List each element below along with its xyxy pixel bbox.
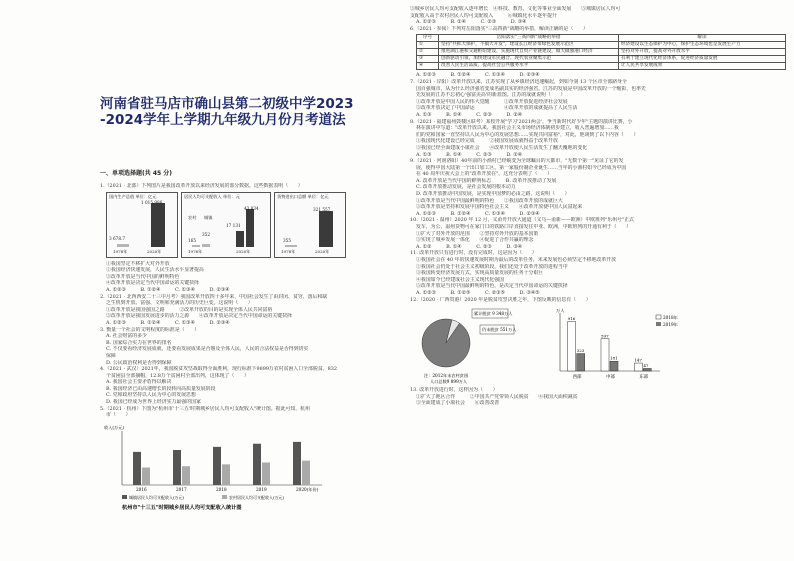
pov-bar-西部-2018年 xyxy=(568,322,576,371)
q6-row3-measure: 创新驱动引领，加快建设军民融合、现代农业聚集示范 xyxy=(439,56,619,63)
trade-year-1978: 1978年 xyxy=(281,248,296,254)
q4-option-d: D. 我国已经成为世界上经济实力最强的国家 xyxy=(106,399,201,406)
q10-choices: A. ①② B. ①④ C. ②③ D. ③④ xyxy=(416,243,522,250)
hz-unit-label: 收入(万元) xyxy=(104,424,125,430)
q10-options-a: ①扩大了对外开放的范围 ②坚持对外开放的基本国策 xyxy=(416,230,539,237)
q11-option-5: ⑤改革开放是当代中国最鲜明的特色，是决定当代中国命运的关键抉择 xyxy=(416,283,568,290)
question-11: 11. 改革开放只有进行时，没有完成时，这是因为（ ） xyxy=(410,250,537,257)
question-7-line3: 先发展的江苏不忘初心'强富美高'的新蓝图。江苏的成就说明（ ） xyxy=(416,92,566,99)
q6-row1-no: ① xyxy=(417,42,439,49)
hz-bar-2017-urban xyxy=(173,450,181,485)
q6-row4-note: 让人民共享发展成果 xyxy=(619,63,786,70)
q11-option-4: ④我国如今已经建成社会主义现代化强国 xyxy=(416,276,505,283)
page-title-line1: 河南省驻马店市确山县第二初级中学2023 xyxy=(100,96,354,112)
q9-choices: A. ①②③ B. ①②④ C. ①③④ D. ②③④ xyxy=(416,210,540,217)
hz-tick-2016: 2016 xyxy=(136,486,147,492)
hz-bar-2018-urban xyxy=(213,447,221,485)
q9-line5: C. 改革开放推动发展，是社会发展的根本动力 xyxy=(416,184,516,191)
income-bar-rural-2020 xyxy=(236,231,244,247)
question-12: 12.（2020 · 广西贵港）2020 年是脱贫攻坚决胜之年，下图反映的信息有（ ） xyxy=(410,296,591,303)
trade-caption: 货物进出口总额 单位：亿元 xyxy=(277,193,329,199)
question-2-line2: 乏生机到开放、富强、文明和充满活力的历史巨变。这说明（ ） xyxy=(106,300,253,307)
question-6: 6.（2021 · 参阅）下列对岳阳落实"三高四新"战略的举措，解读正确的是（ ） xyxy=(410,25,588,32)
q6-row1-measure: 坚持"共抓大保护，不搞大开发"，建设长江经济带绿色发展示范区 xyxy=(439,42,619,49)
hz-bar-2020-urban xyxy=(293,442,301,485)
q7-options-b: ③改革开放决定了中国命运 ④改革开放的成就提高了人民生活 xyxy=(416,105,578,112)
q4-option-a: A. 我国社会主要矛盾得以解决 xyxy=(106,379,172,386)
q9-options-b: ③改革开放是坚持和发展中国特色社会主义 ④改革开放使中国人民富起来 xyxy=(416,204,583,211)
q1-choices: A. ①②③ B. ①②④ C. ①③④ D. ②③④ xyxy=(106,286,230,293)
income-year-2020: 2020年 xyxy=(236,248,251,254)
q6-row4-no: ④ xyxy=(417,63,439,70)
right-column xyxy=(400,0,794,561)
hz-chart-caption: 杭州市"十三五"时期城乡居民人均可支配收入统计图 xyxy=(122,504,242,511)
income-figure xyxy=(181,192,271,258)
q11-choices: A. ①②③ B. ①②⑤ C. ②③⑤ D. ③④⑤ xyxy=(416,289,540,296)
hz-legend-rural: 农村居民人均可支配收入(万元) xyxy=(229,494,285,500)
q6-row4-measure: 改善人民生活品质，提高社会公共服务水平 xyxy=(439,63,619,70)
gdp-year-1978: 1978年 xyxy=(113,248,128,254)
q13-options-b: ③全面建成了小康社会 ⑥改善改善 xyxy=(416,400,500,407)
q3-option-c: C. 不仅要看经济发展成就，还要看发展成果是否惠及全体人民，人民的合法权益是否得到切实 xyxy=(106,346,309,353)
hz-legend-swatch-urban xyxy=(122,495,127,499)
pov-legend-2019: 2019年 xyxy=(663,322,678,328)
q6-table-header-no: 序号 xyxy=(417,35,439,42)
pov-value-西部-2019年: 323 xyxy=(576,348,585,354)
trade-value-1978: 355 xyxy=(283,237,291,243)
q2-choices: A. ①②③ B. ①②④ C. ①③④ D. ②③④ xyxy=(106,319,230,326)
question-5-line2: 市（ ） xyxy=(106,412,131,419)
gdp-value-1978: 3 678.7 xyxy=(109,235,125,241)
q1-option-4: ④改革开放是决定当代中国命运的关键抉择 xyxy=(106,280,199,287)
question-5: 5.（2021 · 杭州）下图为"杭州市'十三五'时期城乡居民人均可支配收入"统计图。据此可知，杭州 xyxy=(100,405,310,412)
income-value-rural-1978: 165 xyxy=(188,237,196,243)
question-9-line3: 在 40 周年庆祝大会上的"改革开放在"，这充分表明了（ ） xyxy=(416,171,553,178)
question-4: 4.（2021 · 武汉）2021年，我国脱贫攻坚战取得全面胜利，现行标准下9899万农村贫困人口全部脱贫，832 xyxy=(100,366,337,373)
gdp-bar-1978 xyxy=(117,244,129,247)
trade-bar-1978 xyxy=(285,245,297,247)
q6-row2-note: 坚持对外开放，提高对外开放水平 xyxy=(619,49,786,56)
q9-line6: D. 改革开放推动中国发展，是实现中国梦的必由之路，这说明（ ） xyxy=(416,191,570,198)
hangzhou-income-chart xyxy=(100,421,392,521)
q6-row3-no: ③ xyxy=(417,56,439,63)
pov-value-中部-2019年: 181 xyxy=(610,355,618,361)
income-value-rural: 17 131 xyxy=(226,222,241,228)
q5-options-cont-1: ③城乡居民人均可支配收入逐年增长 ④科技、教育、文化等事业全面发展 ⑤城镇居民人均可 xyxy=(410,6,621,12)
q12-figures xyxy=(416,305,786,385)
question-9: 9.（2021 · 河南洛阳）40年前的小渔村已经蜕变为全球瞩目的大都市，"无数个第一"见证了它的发 xyxy=(410,158,624,165)
q7-choices: A. ①③ B. ①④ C. ②③ D. ②④ xyxy=(416,111,522,118)
question-7: 7.（2021 · 岸阳）改革开放以来，江苏实现了从乡镇经济迅速崛起，到如今第 13 个区市全部跻身全 xyxy=(410,78,627,85)
q6-row2-measure: 推进湖江港和交通枢纽建设，实施现代自贸产业链建设，做大做强港口经济 xyxy=(439,49,619,56)
question-13: 13. 改革开放进行时，这样因为（ ） xyxy=(410,387,498,394)
q6-table-header-note: 解读 xyxy=(619,35,786,42)
q4-option-b: B. 我国经济已由高速增长阶段转向高质量发展阶段 xyxy=(106,385,216,392)
question-8-line3: 们的党和国家一直坚持以人民为中心的发展思想……实现共同富裕"，对此，他谈到了以下内容（ ） xyxy=(416,131,639,138)
page-title-line2: -2024学年上学期九年级九月份月考道法 xyxy=(100,112,346,128)
hz-bar-2020-rural xyxy=(302,460,310,484)
question-3: 3. 衡量一个社会的文明程度的标准是（ ） xyxy=(100,326,200,333)
hz-legend-swatch-rural xyxy=(222,495,227,499)
pov-value-东部-2019年: 47 xyxy=(643,363,649,369)
question-10-line2: 发车，为公，温州货物可在家门口的铁路口岸直接发往中亚、欧洲，中欧班列的开通有利于（ ） xyxy=(416,224,632,231)
pov-legend-swatch-2018 xyxy=(656,315,661,319)
q8-choices: A. ①③ B. ①④ C. ②③ D. ②④ xyxy=(416,151,522,158)
pov-unit-label: 万人 xyxy=(556,308,565,314)
q7-options-a: ①改革开放是中国人民的伟大觉醒 ②改革开放促进经济社会发展 xyxy=(416,98,568,105)
q8-options-a: ①我国现代化建设已经完成 ②我国发展成就得益于改革开放 xyxy=(416,138,558,145)
poverty-bar-chart xyxy=(544,305,694,385)
question-2: 2.（2021 · 北西西安二十三中月考）我国改革开放四十多年来，中国社会发生了由封闭、贫穷、落后和缺 xyxy=(100,293,328,300)
q5-options-cont-2: 支配收入高于农村居民人均可支配收入 ⑥城镇化水平逐年提升 xyxy=(410,12,557,19)
income-bar-urban-2020 xyxy=(246,209,254,247)
pov-bar-中部-2018年 xyxy=(601,339,609,371)
pie-label-a: 累计脱贫 9 348万人 xyxy=(474,311,513,317)
hz-tick-2019: 2019 xyxy=(256,486,267,492)
pov-value-中部-2018年: 597 xyxy=(601,333,609,339)
hz-bar-2016-urban xyxy=(133,452,141,485)
trade-year-2020: 2020年 xyxy=(315,248,330,254)
income-label-rural: 农村 xyxy=(188,214,197,220)
question-8-line2: 林在演讲中写道："改革开放以来，我国社会主义市场经济体制初步建立，收入普遍增加……我 xyxy=(416,125,619,132)
q1-option-3: ③改革开放是当代中国的鲜明特色 xyxy=(106,273,180,280)
income-year-1978: 1978年 xyxy=(188,248,203,254)
income-bar-urban-1978 xyxy=(202,244,210,247)
q3-option-b: B. 国家综合实力在世界的排名 xyxy=(106,339,172,346)
pov-bar-东部-2019年 xyxy=(643,369,651,372)
section-heading: 一、单项选择题(共 45 分) xyxy=(100,170,173,177)
pov-value-西部-2018年: 916 xyxy=(567,316,576,322)
q11-option-2: ②我国社会仍处于社会主义初级阶段，我们还处于改革开放的进程当中 xyxy=(416,263,568,270)
trade-bar-2020 xyxy=(319,211,333,247)
q5-choices: A. ①②③ B. ①④ C. ②③ D. ③④ xyxy=(416,19,527,26)
q2-options-b: ③改革开放是我国发展进步的活力之源 ④改革开放是决定当代中国命运的关键抉择 xyxy=(106,313,292,320)
gdp-bar-2020 xyxy=(151,203,165,247)
q3-option-a: A. 社会财富的多少 xyxy=(106,333,147,340)
q4-option-c: C. 党和政府坚持以人民为中心的发展思想 xyxy=(106,392,196,399)
q1-option-2: ②我国经济快速发展，人民生活水平显著提高 xyxy=(106,267,204,274)
hz-tick-2018: 2018 xyxy=(216,486,227,492)
question-9-line2: 展，使得中国大陆第一个出口加工区、第一家股份制企业诞生……当年的小渔村如今已经成为中国 xyxy=(416,164,627,171)
pov-tick-东部: 东部 xyxy=(639,375,649,381)
q1-figures xyxy=(106,192,392,258)
question-7-line2: 国百强城市，从为什么经济强省变成名副其实的经济强省。江苏的发展是中国改革开放的一个缩影，也率先 xyxy=(416,85,646,92)
question-10: 10.（2021 · 温州）2020 年 12 月，义甬舟开放大通道（义乌—甬新——欧洲）中欧班列"乐州号"正式 xyxy=(410,217,634,224)
pov-bar-中部-2019年 xyxy=(610,361,618,371)
gdp-caption: 国内生产总值 单位：亿元 xyxy=(109,193,157,199)
income-label-urban: 城镇 xyxy=(204,214,213,220)
question-4-line2: 个贫困县全部摘帽，12.8万个贫困村全部出列，这体现了（ ） xyxy=(106,372,249,379)
poverty-pie-slices xyxy=(422,319,470,367)
income-value-urban: 43 834 xyxy=(244,205,259,211)
q13-options-a: ①扩大了地区合作 ②中国共产党带领人民脱贫 ④我国大面积减贫 xyxy=(416,393,578,400)
q3-option-c-cont: 保障 xyxy=(106,352,116,359)
q11-option-1: ①我国社会在 40 年的快速发展时期为最后的改革任务，未来发展也必须坚定不移地改革开放 xyxy=(416,257,617,263)
question-8: 8.（2021 · 福建福州鼓楼区联考）某校开展"学习'2021两会'，争当新时代好少年"主题的演讲比赛，小 xyxy=(410,118,633,125)
pov-tick-西部: 西部 xyxy=(572,375,582,381)
gdp-value-2020: 1 015 986 xyxy=(141,199,163,205)
q2-options-a: ①改革开放是我国强国之路 ②改革开放的目的是实现全体人民共同富裕 xyxy=(106,306,273,313)
hz-legend-urban: 城镇居民人均可支配收入(万元) xyxy=(129,494,185,500)
pov-legend-2018: 2018年 xyxy=(663,315,678,321)
q1-option-1: ①我国坚定不移扩大对外开放 xyxy=(106,260,170,267)
q6-row3-note: 有利于建立现代化经济体系，促进经济质量发展 xyxy=(619,56,786,63)
trade-figure xyxy=(274,192,346,258)
gdp-figure xyxy=(106,192,178,258)
pov-bar-西部-2019年 xyxy=(577,354,585,371)
pov-tick-中部: 中部 xyxy=(606,375,615,381)
q6-choices: A. ①②③ B. ①②④ C. ①③④ D. ②③④ xyxy=(416,72,540,79)
poverty-pie-chart xyxy=(416,305,536,385)
gdp-year-2020: 2020年 xyxy=(147,248,162,254)
hz-bar-2017-rural xyxy=(182,466,190,485)
hz-tick-2020: 2020(年份) xyxy=(296,486,319,492)
q3-option-d: D. 公民政治权利是否得到保障 xyxy=(106,359,172,366)
pie-note-1: 注：2012年末农村贫困 xyxy=(424,373,469,379)
hz-bar-2018-rural xyxy=(222,464,230,485)
hz-bar-2019-rural xyxy=(262,462,270,485)
q8-options-b: ③我国已经全面建成小康社会 ④改革开放使人民生活发生了翻天覆地的变化 xyxy=(416,144,588,151)
pie-note-2: 人口总数9 899万人 xyxy=(430,379,468,385)
q6-row2-no: ② xyxy=(417,49,439,56)
q11-option-3: ③我国转变经济发展方式，实现高质量发展的任务十分艰巨 xyxy=(416,270,544,277)
q6-table xyxy=(416,34,786,70)
pie-label-b: 仍未脱贫 551万人 xyxy=(482,327,517,333)
hangzhou-income-svg xyxy=(100,421,340,517)
pov-value-东部-2018年: 147 xyxy=(634,357,642,363)
q6-row1-note: 经济建设以生态保护为中心，保护生态环境也是发展生产力 xyxy=(619,42,786,49)
question-1: 1.（2021 · 北部）下列图片是我国改革开放以来经济发展的部分数据。这些数据表明（ ） xyxy=(100,183,303,189)
pov-bar-东部-2018年 xyxy=(634,363,642,371)
income-bar-rural-1978 xyxy=(192,245,200,247)
income-value-urban-1978: 352 xyxy=(202,231,210,237)
q6-table-header-measure: 岳阳落实"三高四新"战略的举措 xyxy=(439,35,619,42)
hz-bar-2016-rural xyxy=(142,467,150,485)
hz-bar-2019-urban xyxy=(253,444,261,485)
q9-options-a: ①改革开放是当代中国最鲜明的特色 ②我国改革开放的成就巨大 xyxy=(416,197,563,204)
hz-tick-2017: 2017 xyxy=(176,486,187,492)
income-caption: 居民人均可支配收入 单位：元 xyxy=(184,193,240,199)
trade-value-2020: 321 557 xyxy=(313,206,331,212)
q9-line4: A. 改革开放是当代中国的鲜明标志 B. 改革开放推动了发展 xyxy=(416,177,557,184)
q10-options-b: ③实现了城乡发展一体化 ④促进了合作共赢的理念 xyxy=(416,237,534,244)
pov-legend-swatch-2019 xyxy=(656,322,661,326)
